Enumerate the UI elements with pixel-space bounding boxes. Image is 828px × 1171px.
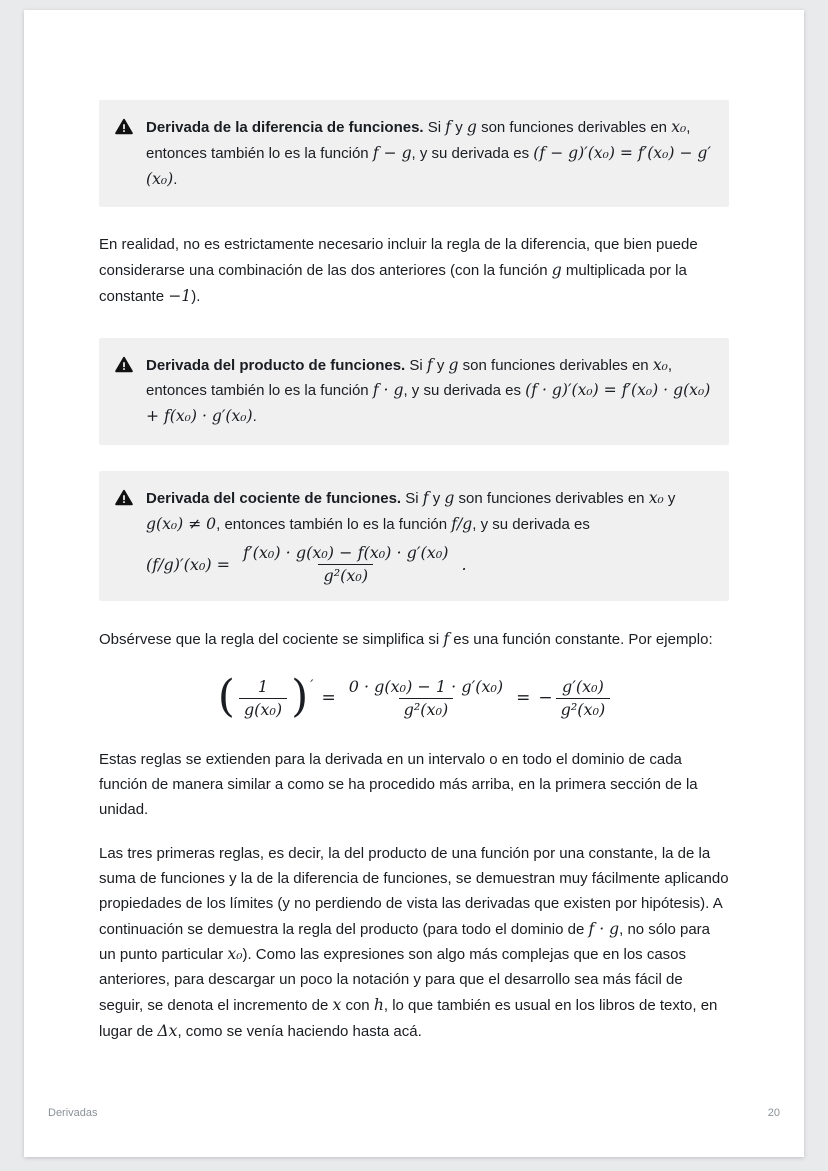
fraction-middle [344,677,508,720]
numerator: 1 [257,677,269,696]
numerator: 0 · g(x₀) − 1 · g′(x₀) [348,677,504,696]
page-footer [24,1107,804,1119]
footer-doc-title: Derivadas [48,1107,98,1119]
callout-title: Derivada del producto de funciones. [146,356,406,374]
callout-title: Derivada del cociente de funciones. [146,489,402,507]
footer-page-number: 20 [767,1107,780,1119]
period: . [461,554,467,574]
denominator: g²(x₀) [318,564,373,586]
display-equation [99,670,729,722]
callout-body: Si f y g son funciones derivables en x₀ y g(x₀) ≠ 0, entonces también lo es la función f/g, y su derivada es [146,488,676,533]
warning-icon [115,486,133,587]
left-paren: ( [217,670,235,722]
paragraph-extension: Estas reglas se extienden para la derivada en un intervalo o en todo el dominio de cada función de manera similar a como se ha procedido más arriba, en la primera sección de la unidad. [99,751,698,818]
equals-sign: = [516,688,531,709]
denominator: g²(x₀) [399,698,454,720]
callout-body: Si f y g son funciones derivables en x₀, entonces también lo es la función f − g, y su derivada es (f − g)′(x₀) = f′(x₀) − g′(x₀). [146,118,711,188]
equals-sign: = [321,688,336,709]
numerator: f′(x₀) · g(x₀) − f(x₀) · g′(x₀) [243,543,449,563]
right-paren: ) [291,670,309,722]
callout-text [146,353,711,430]
quotient-rule-equation [146,543,711,586]
callout-body: Si f y g son funciones derivables en x₀, entonces también lo es la función f · g, y su derivada es (f · g)′(x₀) = f′(x₀) · g(x₀) + f(x₀) · g′(x₀). [146,355,711,425]
minus-sign: − [538,688,553,709]
callout-text [146,486,711,587]
equation-lhs: (f/g)′(x₀) = [146,554,231,574]
document-page [24,10,804,1157]
callout-text [146,115,711,192]
callout-product-rule [99,338,729,445]
callout-quotient-rule [99,471,729,602]
callout-difference-rule [99,100,729,207]
prime-mark: ′ [310,678,314,694]
warning-icon [115,115,133,192]
callout-title: Derivada de la diferencia de funciones. [146,119,424,136]
warning-icon [115,353,133,430]
denominator: g(x₀) [239,698,287,720]
fraction-rhs [556,677,611,720]
paragraph-proof-intro: Las tres primeras reglas, es decir, la del producto de una función por una constante, la de la suma de funciones y la de la diferencia de funciones, se demuestran muy fácilmente aplicando propiedades de los límites (y no perdiendo de vista las derivadas que existen por hipótesis). A continuación se demuestra la regla del producto (para todo el dominio de f · g, no sólo para un punto particular x₀). Como las expresiones son algo más complejas que en los casos anteriores, para descargar un poco la notación y para que el desarrollo sea más fácil de seguir, se denota el incremento de x con h, lo que también es usual en los libros de texto, en lugar de Δx, como se venía haciendo hasta acá. [99,845,729,1040]
denominator: g²(x₀) [556,698,611,720]
page-content [24,10,804,1044]
numerator: g′(x₀) [562,677,604,696]
fraction [238,543,453,586]
paragraph-difference-note: En realidad, no es estrictamente necesario incluir la regla de la diferencia, que bien puede considerarse una combinación de las dos anteriores (con la función g multiplicada por la constante −1). [99,236,698,305]
fraction-lhs [239,677,287,720]
paragraph-quotient-note: Obsérvese que la regla del cociente se simplifica si f es una función constante. Por ejemplo: [99,630,713,649]
